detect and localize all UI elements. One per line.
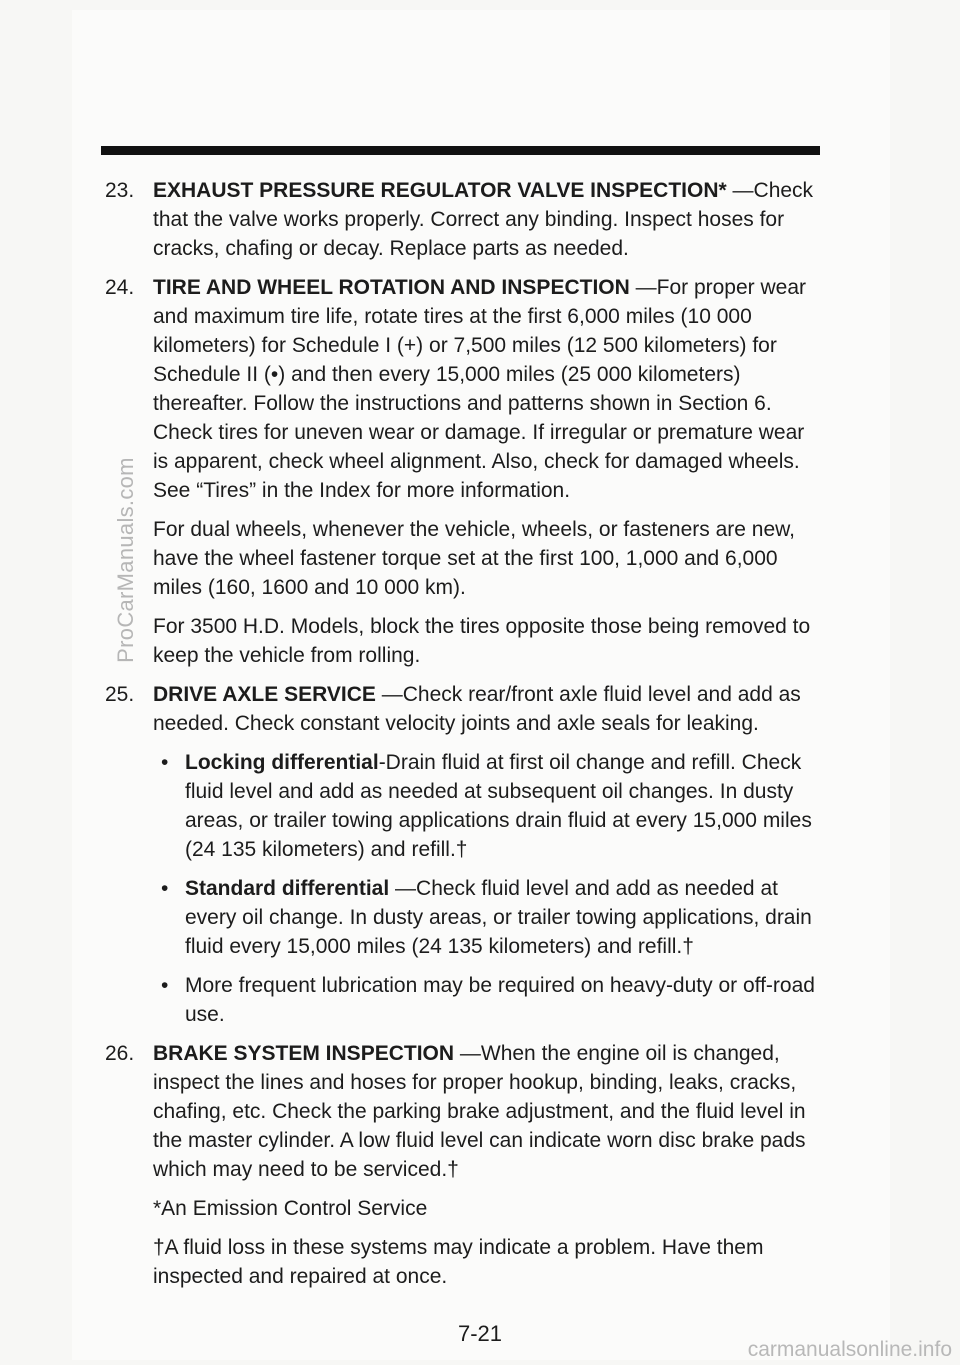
fluid-loss-footnote: †A fluid loss in these systems may indicate a problem. Have them inspected and repaired at once. xyxy=(153,1236,764,1288)
bullet-text: More frequent lubrication may be required on heavy-duty or off-road use. xyxy=(185,974,815,1026)
bullet-icon: • xyxy=(161,877,169,900)
footer-site-label: carmanualsonline.info xyxy=(747,1338,952,1361)
hd-models-paragraph: For 3500 H.D. Models, block the tires opposite those being removed to keep the vehicle from rolling. xyxy=(153,615,811,667)
bullet-heading: Locking differential xyxy=(185,751,379,774)
bullet-icon: • xyxy=(161,974,169,997)
item-text: —When the engine oil is changed, inspect the lines and hoses for proper hookup, binding, leaks, cracks, chafing, etc. Check the parking brake adjustment, and the fluid level in the master cylinder. A low fluid level can indicate worn disc brake pads which may need to be serviced.† xyxy=(153,1042,806,1181)
item-number: 23. xyxy=(105,179,135,202)
axle-bullet-list xyxy=(105,748,825,1029)
item-25 xyxy=(105,680,825,738)
item-number: 25. xyxy=(105,683,135,706)
item-text: —Check rear/front axle fluid level and add as needed. Check constant velocity joints and axle seals for leaking. xyxy=(153,683,801,735)
bullet-text: —Check fluid level and add as needed at every oil change. In dusty areas, or trailer towing applications, drain fluid every 15,000 miles (24 135 kilometers) and refill.† xyxy=(185,877,812,958)
header-rule xyxy=(101,146,820,155)
emission-footnote: *An Emission Control Service xyxy=(153,1197,428,1220)
item-heading: BRAKE SYSTEM INSPECTION xyxy=(153,1042,455,1065)
item-number: 26. xyxy=(105,1042,135,1065)
item-heading: TIRE AND WHEEL ROTATION AND INSPECTION xyxy=(153,276,630,299)
item-text: —Check that the valve works properly. Correct any binding. Inspect hoses for cracks, chafing or decay. Replace parts as needed. xyxy=(153,179,814,260)
item-24 xyxy=(105,273,825,505)
item-text: —For proper wear and maximum tire life, rotate tires at the first 6,000 miles (10 000 kilometers) for Schedule I (+) or 7,500 miles (12 500 kilometers) for Schedule II (•) and then every 15,000 miles (25 000 kilometers) thereafter. Follow the instructions and patterns shown in Section 6. Check tires for uneven wear or damage. If irregular or premature wear is apparent, check wheel alignment. Also, check for damaged wheels. See “Tires” in the Index for more information. xyxy=(153,276,807,502)
list-item xyxy=(153,874,825,961)
item-26 xyxy=(105,1039,825,1184)
bullet-icon: • xyxy=(161,751,169,774)
dual-wheels-paragraph: For dual wheels, whenever the vehicle, wheels, or fasteners are new, have the wheel fastener torque set at the first 100, 1,000 and 6,000 miles (160, 1600 and 10 000 km). xyxy=(153,518,796,599)
item-heading: EXHAUST PRESSURE REGULATOR VALVE INSPECTION* xyxy=(153,179,727,202)
bullet-text: -Drain fluid at first oil change and refill. Check fluid level and add as needed at subsequent oil changes. In dusty areas, or trailer towing applications drain fluid at every 15,000 miles (24 135 kilometers) and refill.† xyxy=(185,751,812,861)
bullet-heading: Standard differential xyxy=(185,877,390,900)
item-23 xyxy=(105,176,825,263)
page-number: 7-21 xyxy=(457,1321,503,1346)
list-item xyxy=(153,971,825,1029)
list-item xyxy=(153,748,825,864)
document-body xyxy=(105,176,825,1301)
item-number: 24. xyxy=(105,276,135,299)
watermark: ProCarManuals.com xyxy=(113,457,138,663)
item-heading: DRIVE AXLE SERVICE xyxy=(153,683,376,706)
